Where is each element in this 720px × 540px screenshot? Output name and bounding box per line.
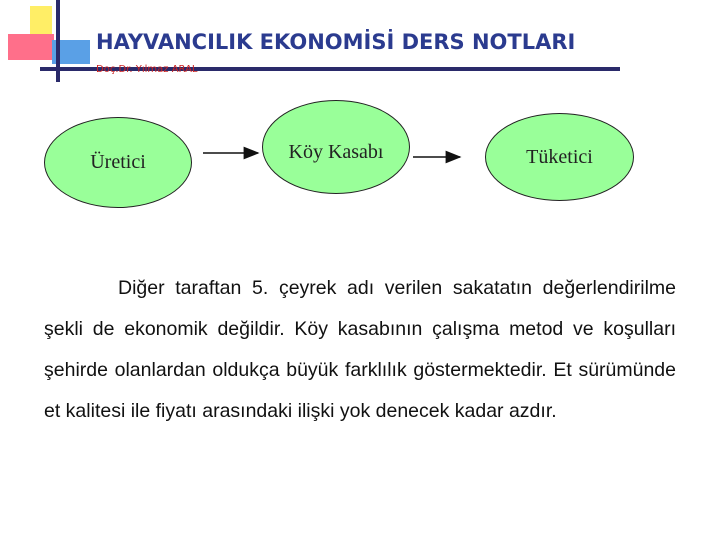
node-uretici-label: Üretici <box>90 151 146 173</box>
node-uretici <box>44 117 192 208</box>
node-tuketici-label: Tüketici <box>526 145 593 168</box>
body-paragraph: Diğer taraftan 5. çeyrek adı verilen sakatatın değerlendirilme şekli de ekonomik değildir. Köy kasabının çalışma metod ve koşulları şehirde olanlardan oldukça büyük farklılık göstermektedir. Et sürümünde et kalitesi ile fiyatı arasındaki ilişki yok denecek kadar azdır. <box>44 277 676 422</box>
author-label: Doç.Dr. Yılmaz ARAL <box>96 64 198 75</box>
node-koy-kasabi <box>262 100 410 194</box>
page-title: HAYVANCILIK EKONOMİSİ DERS NOTLARI <box>96 30 576 54</box>
node-tuketici <box>485 113 634 201</box>
node-koy-kasabi-label: Köy Kasabı <box>288 141 384 163</box>
